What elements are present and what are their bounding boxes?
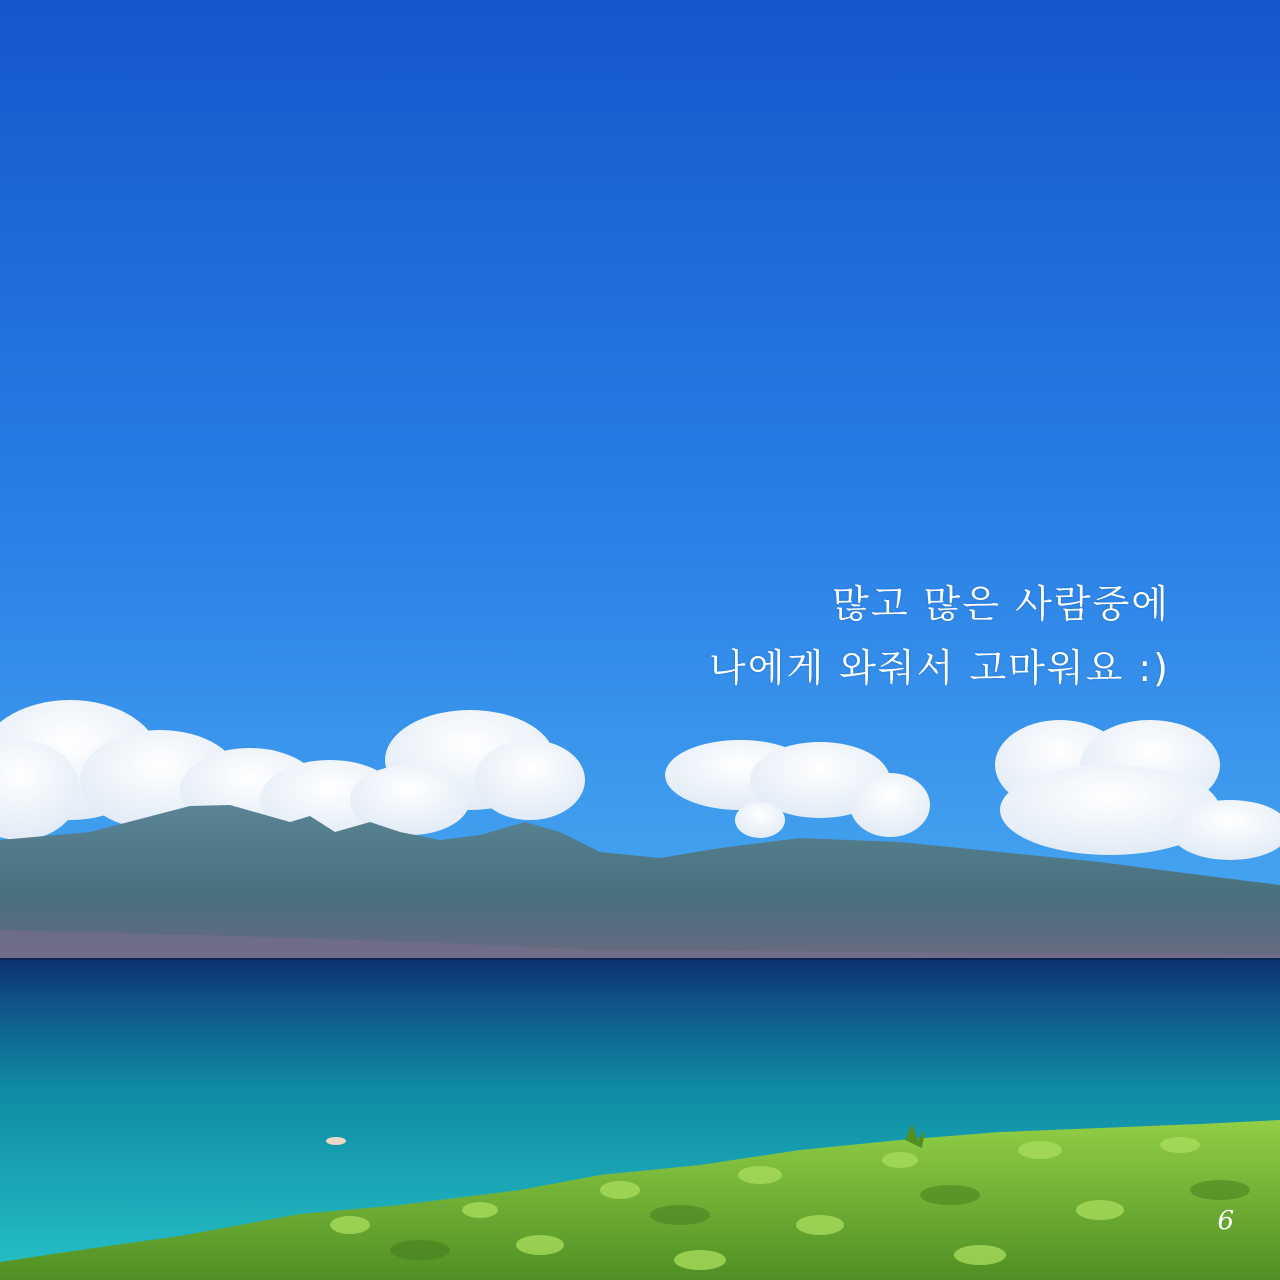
caption-line-2: 나에게 와줘서 고마워요 :)	[709, 646, 1170, 690]
page-number: 6	[1217, 1206, 1234, 1236]
swimmer	[326, 1137, 346, 1145]
caption	[709, 572, 1170, 700]
caption-line-1: 많고 많은 사람중에	[832, 582, 1170, 626]
